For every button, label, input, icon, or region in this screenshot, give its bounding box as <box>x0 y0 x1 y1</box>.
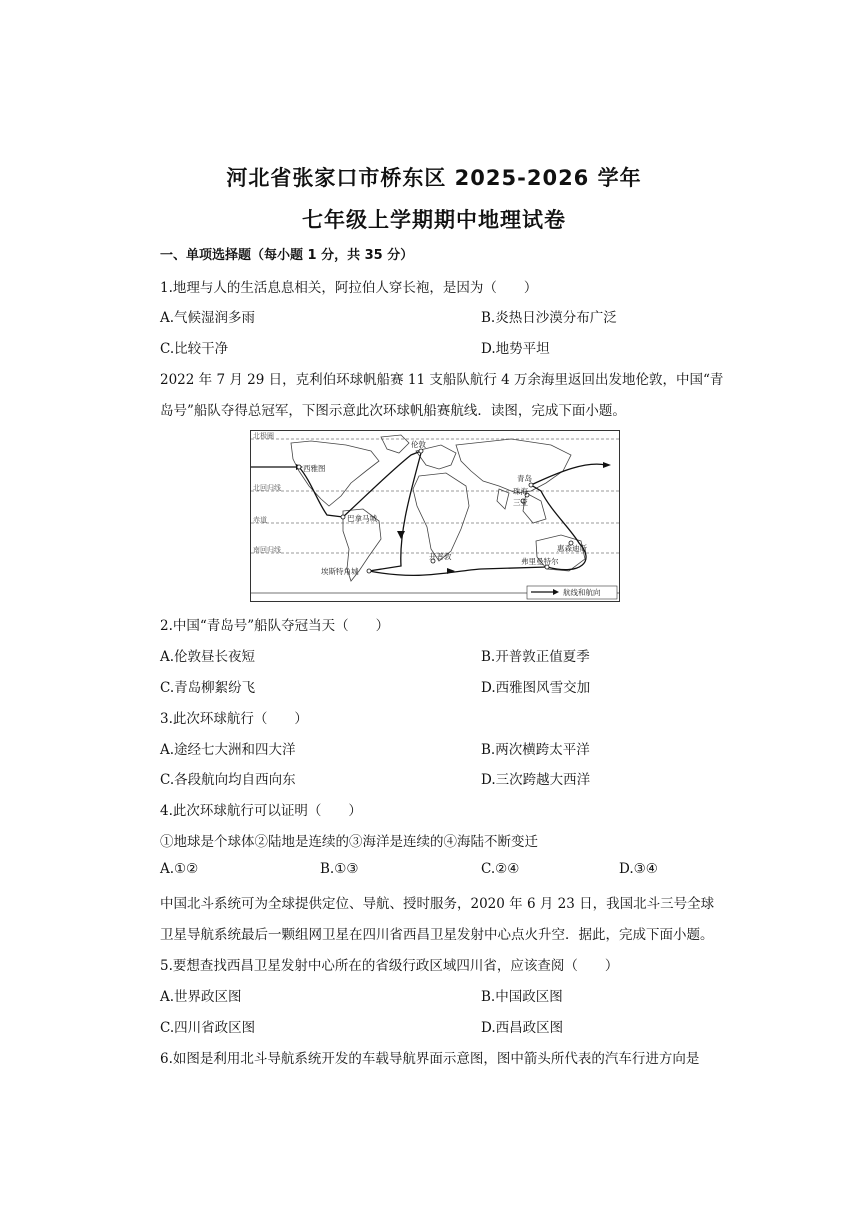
city-label-london: 伦敦 <box>411 440 426 449</box>
q5-option-c: C.四川省政区图 <box>160 1020 256 1036</box>
q4-statements: ①地球是个球体②陆地是连续的③海洋是连续的④海陆不断变迁 <box>160 834 538 850</box>
q4-option-a: A.①② <box>160 861 199 877</box>
q1-option-b: B.炎热日沙漠分布广泛 <box>481 310 617 326</box>
city-label-fremantle: 弗里曼特尔 <box>521 557 559 566</box>
city-label-cape-town: 开普敦 <box>429 552 452 561</box>
city-label-panama: 巴拿马城 <box>347 514 377 523</box>
q3-option-d: D.三次跨越大西洋 <box>481 772 591 788</box>
section-heading: 一、单项选择题（每小题 1 分，共 35 分） <box>160 248 414 263</box>
city-label-whitsundays: 惠森迪斯 <box>557 544 587 553</box>
q2-stem: 2.中国“青岛号”船队夺冠当天（ ） <box>160 618 390 634</box>
q4-option-b: B.①③ <box>320 861 359 877</box>
city-label-seattle: 西雅图 <box>303 464 326 473</box>
q5-stem: 5.要想查找西昌卫星发射中心所在的省级行政区域四川省，应该查阅（ ） <box>160 958 619 974</box>
passage1-line1: 2022 年 7 月 29 日，克利伯环球帆船赛 11 支船队航行 4 万余海里返回出发地伦敦，中国“青 <box>160 372 724 388</box>
city-label-punta-del-este: 埃斯特角城 <box>321 567 359 576</box>
q4-stem: 4.此次环球航行可以证明（ ） <box>160 803 362 819</box>
q1-option-a: A.气候湿润多雨 <box>160 310 256 326</box>
q3-option-b: B.两次横跨太平洋 <box>481 742 590 758</box>
passage1-line2: 岛号”船队夺得总冠军，下图示意此次环球帆船赛航线．读图，完成下面小题。 <box>160 403 626 419</box>
q3-option-a: A.途经七大洲和四大洋 <box>160 742 296 758</box>
city-label-sanya: 三亚 <box>513 498 528 507</box>
q2-option-a: A.伦敦昼长夜短 <box>160 649 256 665</box>
q1-stem: 1.地理与人的生活息息相关，阿拉伯人穿长袍，是因为（ ） <box>160 280 538 296</box>
q1-option-d: D.地势平坦 <box>481 341 550 357</box>
lat-label-cancer: 北回归线 <box>253 484 281 492</box>
exam-title-line2: 七年级上学期期中地理试卷 <box>302 208 566 232</box>
passage2-line1: 中国北斗系统可为全球提供定位、导航、授时服务，2020 年 6 月 23 日，我国北斗三号全球 <box>160 896 715 912</box>
passage2-line2: 卫星导航系统最后一颗组网卫星在四川省西昌卫星发射中心点火升空．据此，完成下面小题。 <box>160 927 714 943</box>
city-label-zhuhai: 珠海 <box>513 487 528 496</box>
lat-label-arctic: 北极圈 <box>253 432 274 440</box>
q3-option-c: C.各段航向均自西向东 <box>160 772 296 788</box>
q2-option-d: D.西雅图风雪交加 <box>481 680 591 696</box>
q5-option-b: B.中国政区图 <box>481 989 563 1005</box>
q6-stem: 6.如图是利用北斗导航系统开发的车载导航界面示意图，图中箭头所代表的汽车行进方向是 <box>160 1051 700 1067</box>
city-label-qingdao: 青岛 <box>517 474 532 483</box>
q3-stem: 3.此次环球航行（ ） <box>160 711 308 727</box>
q5-option-a: A.世界政区图 <box>160 989 242 1005</box>
sailing-route-map <box>250 430 620 602</box>
legend-label: 航线和航向 <box>563 588 601 597</box>
q4-option-c: C.②④ <box>481 861 520 877</box>
lat-label-capricorn: 南回归线 <box>253 546 281 554</box>
q5-option-d: D.西昌政区图 <box>481 1020 564 1036</box>
exam-title-line1: 河北省张家口市桥东区 2025-2026 学年 <box>226 166 642 190</box>
q4-option-d: D.③④ <box>619 861 658 877</box>
q2-option-c: C.青岛柳絮纷飞 <box>160 680 256 696</box>
lat-label-equator: 赤道 <box>253 516 267 524</box>
q1-option-c: C.比较干净 <box>160 341 229 357</box>
q2-option-b: B.开普敦正值夏季 <box>481 649 590 665</box>
